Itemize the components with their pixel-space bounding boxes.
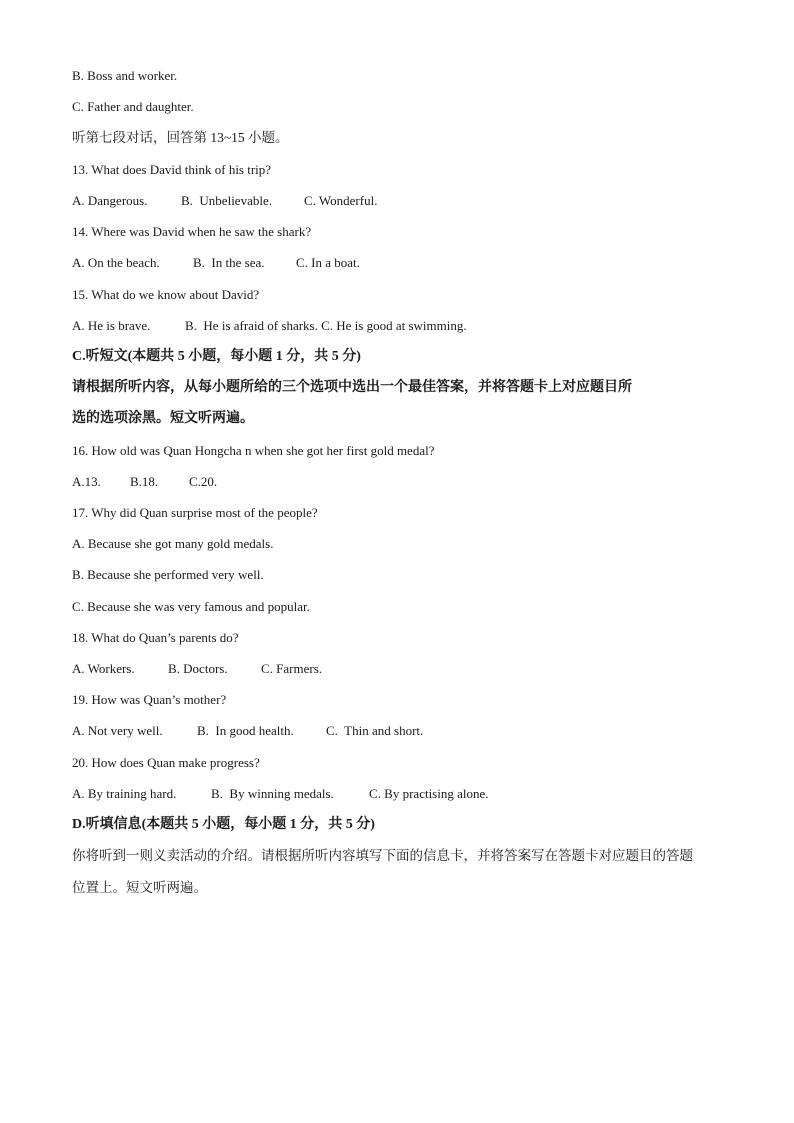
- q17-option-b: B. Because she performed very well.: [72, 567, 264, 582]
- q20-option-b: B. By winning medals.: [211, 786, 334, 801]
- section-c-heading: C.听短文(本题共 5 小题，每小题 1 分，共 5 分): [72, 349, 361, 364]
- q19-option-c: C. Thin and short.: [326, 723, 424, 738]
- question-20: 20. How does Quan make progress?: [72, 755, 260, 770]
- q14-option-a: A. On the beach.: [72, 255, 160, 270]
- q13-option-a: A. Dangerous.: [72, 193, 148, 208]
- q13-option-c: C. Wonderful.: [304, 193, 378, 208]
- question-17: 17. Why did Quan surprise most of the people?: [72, 505, 318, 520]
- q16-option-c: C.20.: [189, 474, 218, 489]
- section-d-heading: D.听填信息(本题共 5 小题，每小题 1 分，共 5 分): [72, 817, 375, 832]
- section-d-instruction-2: 位置上。短文听两遍。: [72, 880, 207, 895]
- q15-option-a: A. He is brave.: [72, 318, 151, 333]
- q19-option-a: A. Not very well.: [72, 723, 163, 738]
- question-15: 15. What do we know about David?: [72, 287, 260, 302]
- q12-option-b: B. Boss and worker.: [72, 68, 178, 83]
- q15-options: [72, 318, 467, 334]
- q20-option-a: A. By training hard.: [72, 786, 177, 801]
- question-14: 14. Where was David when he saw the shark?: [72, 224, 312, 239]
- q19-options: [72, 723, 423, 739]
- question-16: 16. How old was Quan Hongcha n when she got her first gold medal?: [72, 443, 435, 458]
- q18-options: [72, 661, 322, 677]
- q18-option-b: B. Doctors.: [168, 661, 228, 676]
- q15-option-bc: B. He is afraid of sharks. C. He is good at swimming.: [185, 318, 467, 333]
- q16-options: [72, 474, 217, 490]
- q17-option-c: C. Because she was very famous and popular.: [72, 599, 310, 614]
- q16-option-a: A.13.: [72, 474, 101, 489]
- section-c-instruction-2: 选的选项涂黑。短文听两遍。: [72, 411, 254, 426]
- question-18: 18. What do Quan’s parents do?: [72, 630, 239, 645]
- q12-option-c: C. Father and daughter.: [72, 99, 194, 114]
- q20-options: [72, 786, 489, 802]
- q18-option-a: A. Workers.: [72, 661, 135, 676]
- section-d-instruction-1: 你将听到一则义卖活动的介绍。请根据所听内容填写下面的信息卡，并将答案写在答题卡对应题目的答题: [72, 848, 693, 863]
- q20-option-c: C. By practising alone.: [369, 786, 489, 801]
- question-13: 13. What does David think of his trip?: [72, 162, 272, 177]
- q16-option-b: B.18.: [130, 474, 159, 489]
- section-instruction-7: 听第七段对话，回答第 13~15 小题。: [72, 130, 289, 145]
- section-c-instruction-1: 请根据所听内容，从每小题所给的三个选项中选出一个最佳答案，并将答题卡上对应题目所: [72, 380, 632, 395]
- q14-options: [72, 255, 360, 271]
- question-19: 19. How was Quan’s mother?: [72, 692, 227, 707]
- q13-option-b: B. Unbelievable.: [181, 193, 272, 208]
- q18-option-c: C. Farmers.: [261, 661, 323, 676]
- q14-option-b: B. In the sea.: [193, 255, 265, 270]
- q14-option-c: C. In a boat.: [296, 255, 360, 270]
- q19-option-b: B. In good health.: [197, 723, 294, 738]
- q13-options: [72, 193, 377, 209]
- q17-option-a: A. Because she got many gold medals.: [72, 536, 274, 551]
